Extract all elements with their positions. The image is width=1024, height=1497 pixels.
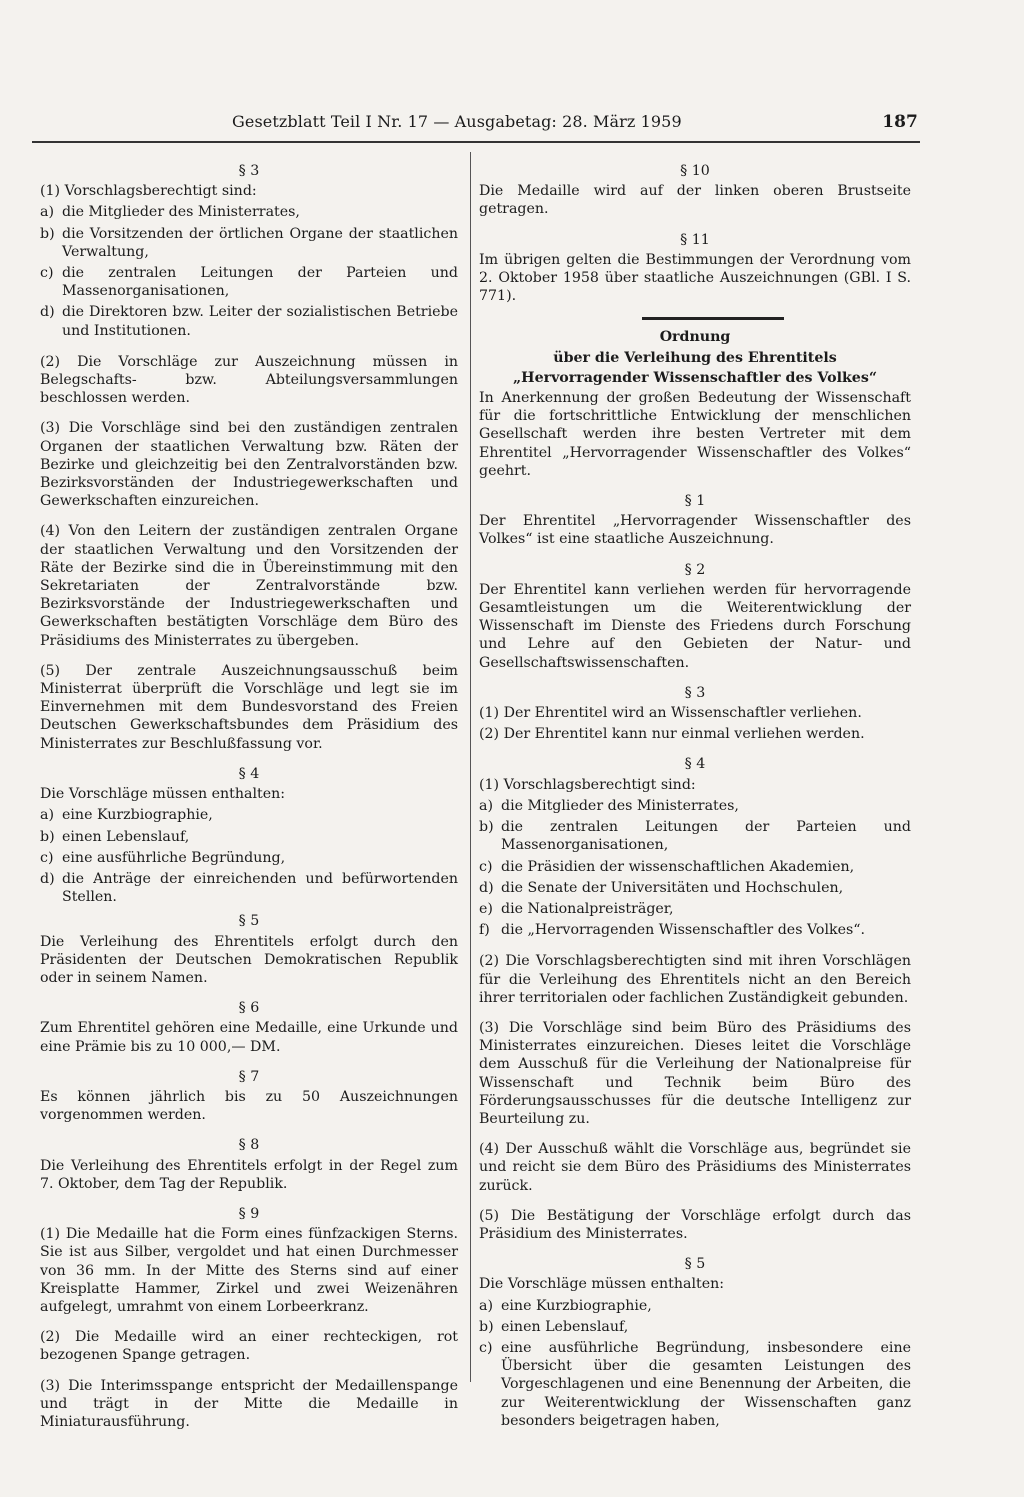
list-text: die zentralen Leitungen der Parteien und Massenorganisationen, — [501, 819, 911, 854]
paragraph: Im übrigen gelten die Bestimmungen der Verordnung vom 2. Oktober 1958 über staatliche Auszeichnungen (GBl. I S. 771). — [479, 251, 911, 305]
paragraph: Die Vorschläge müssen enthalten: — [479, 1276, 725, 1293]
list-label: a) — [479, 797, 493, 814]
paragraph: (2) Der Ehrentitel kann nur einmal verliehen werden. — [479, 726, 865, 743]
paragraph: (3) Die Vorschläge sind bei den zuständigen zentralen Organen der staatlichen Verwaltung bzw. Räten der Bezirke und gleichzeitig bei den Zentralvorständen bzw. Bezirksvorständen der Industriegewerkschaften und Gewerkschaften einzureichen. — [40, 420, 458, 510]
list-text: die Anträge der einreichenden und befürwortenden Stellen. — [62, 870, 458, 906]
list-text: die Senate der Universitäten und Hochschulen, — [501, 879, 844, 896]
paragraph: (2) Die Vorschlagsberechtigten sind mit ihren Vorschlägen für die Verleihung des Ehrentitels nicht an den Bereich ihrer territorialen oder fachlichen Zuständigkeit gebunden. — [479, 953, 911, 1006]
section-heading: § 2 — [684, 561, 706, 578]
page-header — [232, 112, 928, 140]
section-separator-rule — [642, 317, 784, 320]
list-item — [40, 870, 458, 906]
list-item — [479, 1297, 911, 1315]
paragraph: Es können jährlich bis zu 50 Auszeichnungen vorgenommen werden. — [40, 1088, 458, 1124]
section-heading: § 3 — [684, 684, 706, 701]
ordinance-subtitle: über die Verleihung des Ehrentitels — [553, 349, 837, 366]
list-text: die zentralen Leitungen der Parteien und Massenorganisationen, — [62, 265, 458, 300]
list-item — [40, 225, 458, 261]
list-text: die Präsidien der wissenschaftlichen Akademien, — [501, 858, 855, 875]
paragraph: (4) Von den Leitern der zuständigen zentralen Organe der staatlichen Verwaltung und den Vorsitzenden der Räte der Bezirke sind die in Übereinstimmung mit den Sekretariaten der Zentralvorstände bzw. Bezirksvorstände der Industriegewerkschaften und Gewerkschaften bestätigten Vorschläge dem Büro des Präsidiums des Ministerrates zu übergeben. — [40, 523, 458, 649]
paragraph: (5) Der zentrale Auszeichnungsausschuß beim Ministerrat überprüft die Vorschläge und legt sie im Einvernehmen mit dem Bundesvorstand des Freien Deutschen Gewerkschaftsbundes dem Präsidium des Ministerrates zur Beschlußfassung vor. — [40, 662, 458, 752]
page-number: 187 — [882, 112, 918, 132]
list-text: die Mitglieder des Ministerrates, — [62, 204, 300, 221]
list-text: die Mitglieder des Ministerrates, — [501, 797, 739, 814]
section-heading: § 4 — [684, 756, 706, 773]
section-heading: § 11 — [680, 231, 710, 248]
list-label: f) — [479, 922, 490, 939]
section-heading: § 9 — [238, 1205, 260, 1222]
list-label: d) — [479, 879, 494, 896]
section-heading: § 5 — [684, 1256, 706, 1273]
ordinance-title-name: „Hervorragender Wissenschaftler des Volkes“ — [513, 369, 877, 386]
right-column — [479, 156, 911, 1433]
section-heading: § 6 — [238, 1000, 260, 1017]
paragraph: (3) Die Interimsspange entspricht der Medaillenspange und trägt in der Mitte die Medaille in Miniaturausführung. — [40, 1377, 458, 1430]
list-label: c) — [40, 849, 54, 866]
section-heading: § 7 — [238, 1068, 260, 1085]
list-label: b) — [40, 225, 55, 242]
section-heading: § 4 — [238, 765, 260, 782]
list-item — [40, 849, 458, 867]
list-item — [40, 303, 458, 339]
paragraph: Der Ehrentitel „Hervorragender Wissenschaftler des Volkes“ ist eine staatliche Auszeichnung. — [479, 513, 911, 548]
list-item — [479, 1339, 911, 1430]
list-label: c) — [40, 265, 54, 282]
list-label: c) — [479, 858, 493, 875]
paragraph: Die Verleihung des Ehrentitels erfolgt in der Regel zum 7. Oktober, dem Tag der Republik. — [40, 1157, 458, 1192]
paragraph: Die Medaille wird auf der linken oberen Brustseite getragen. — [479, 183, 911, 218]
left-column — [40, 156, 458, 1443]
section-heading: § 3 — [238, 163, 260, 179]
list-text: einen Lebenslauf, — [501, 1318, 629, 1335]
list-item — [40, 203, 458, 221]
list-item — [40, 828, 458, 846]
list-text: eine ausführliche Begründung, — [62, 849, 286, 866]
section-heading: § 10 — [680, 163, 710, 179]
paragraph: (5) Die Bestätigung der Vorschläge erfolgt durch das Präsidium des Ministerrates. — [479, 1207, 911, 1242]
paragraph: Die Verleihung des Ehrentitels erfolgt durch den Präsidenten der Deutschen Demokratischen Republik oder in seinem Namen. — [40, 933, 458, 986]
list-label: d) — [40, 304, 55, 321]
paragraph: (1) Der Ehrentitel wird an Wissenschaftler verliehen. — [479, 705, 862, 722]
list-item — [479, 900, 911, 918]
list-text: einen Lebenslauf, — [62, 828, 190, 845]
list-label: b) — [479, 819, 494, 836]
paragraph: Zum Ehrentitel gehören eine Medaille, eine Urkunde und eine Prämie bis zu 10 000,— DM. — [40, 1020, 458, 1055]
preamble: In Anerkennung der großen Bedeutung der Wissenschaft für die fortschrittliche Entwicklung der menschlichen Gesellschaft werden ihre besten Vertreter mit dem Ehrentitel „Hervorragender Wissenschaftler des Volkes“ geehrt. — [479, 390, 911, 479]
list-text: eine Kurzbiographie, — [62, 807, 213, 824]
paragraph: (4) Der Ausschuß wählt die Vorschläge aus, begründet sie und reicht sie dem Büro des Präsidiums des Ministerrates zurück. — [479, 1141, 911, 1194]
list-item — [479, 797, 911, 815]
list-label: d) — [40, 870, 55, 887]
list-text: die „Hervorragenden Wissenschaftler des Volkes“. — [501, 922, 866, 939]
list-text: eine ausführliche Begründung, insbesondere eine Übersicht über die gesamten Leistungen des Vorgeschlagenen und eine Benennung der Arbeiten, die zur Weiterentwicklung der Wissenschaften ganz besonders beigetragen haben, — [501, 1339, 911, 1429]
list-label: c) — [479, 1339, 493, 1356]
list-item — [479, 921, 911, 939]
list-text: eine Kurzbiographie, — [501, 1297, 652, 1314]
ordinance-title: Ordnung — [659, 329, 731, 346]
list-label: e) — [479, 900, 493, 917]
section-heading: § 1 — [684, 493, 706, 510]
list-item — [479, 879, 911, 897]
paragraph: (3) Die Vorschläge sind beim Büro des Präsidiums des Ministerrates einzureichen. Dieses leitet die Vorschläge dem Ausschuß für die Verleihung der Nationalpreise für Wissenschaft und Technik beim Büro des Förderungsausschusses für die deutsche Intelligenz zur Beurteilung zu. — [479, 1019, 911, 1127]
paragraph: (2) Die Vorschläge zur Auszeichnung müssen in Belegschafts- bzw. Abteilungsversammlungen beschlossen werden. — [40, 353, 458, 407]
list-item — [479, 858, 911, 876]
list-text: die Nationalpreisträger, — [501, 900, 674, 917]
paragraph: Die Vorschläge müssen enthalten: — [40, 786, 286, 803]
list-text: die Vorsitzenden der örtlichen Organe der staatlichen Verwaltung, — [62, 225, 458, 260]
list-label: a) — [40, 204, 54, 221]
list-text: die Direktoren bzw. Leiter der sozialistischen Betriebe und Institutionen. — [62, 304, 458, 339]
list-item — [479, 1318, 911, 1336]
paragraph: (1) Vorschlagsberechtigt sind: — [479, 776, 696, 793]
section-heading: § 8 — [238, 1137, 260, 1154]
list-label: b) — [479, 1318, 494, 1335]
column-divider — [470, 152, 471, 1382]
list-item — [40, 806, 458, 824]
list-label: a) — [479, 1297, 493, 1314]
gazette-title: Gesetzblatt Teil I Nr. 17 — Ausgabetag: 28. März 1959 — [232, 112, 682, 131]
paragraph: Der Ehrentitel kann verliehen werden für hervorragende Gesamtleistungen um die Weiterentwicklung der Wissenschaft im Dienste des Friedens durch Forschung und Lehre auf den Gebieten der Natur- und Gesellschaftswissenschaften. — [479, 581, 911, 671]
list-item — [40, 264, 458, 300]
paragraph: (2) Die Medaille wird an einer rechteckigen, rot bezogenen Spange getragen. — [40, 1329, 458, 1364]
section-heading: § 5 — [238, 913, 260, 930]
list-item — [479, 818, 911, 854]
paragraph: (1) Vorschlagsberechtigt sind: — [40, 183, 257, 200]
list-label: b) — [40, 828, 55, 845]
header-rule — [32, 141, 920, 143]
paragraph: (1) Die Medaille hat die Form eines fünfzackigen Sterns. Sie ist aus Silber, vergoldet und hat einen Durchmesser von 36 mm. In der Mitte des Sterns sind auf einer Kreisplatte Hammer, Zirkel und zwei Weizenähren aufgelegt, umrahmt von einem Lorbeerkranz. — [40, 1226, 458, 1315]
list-label: a) — [40, 807, 54, 824]
